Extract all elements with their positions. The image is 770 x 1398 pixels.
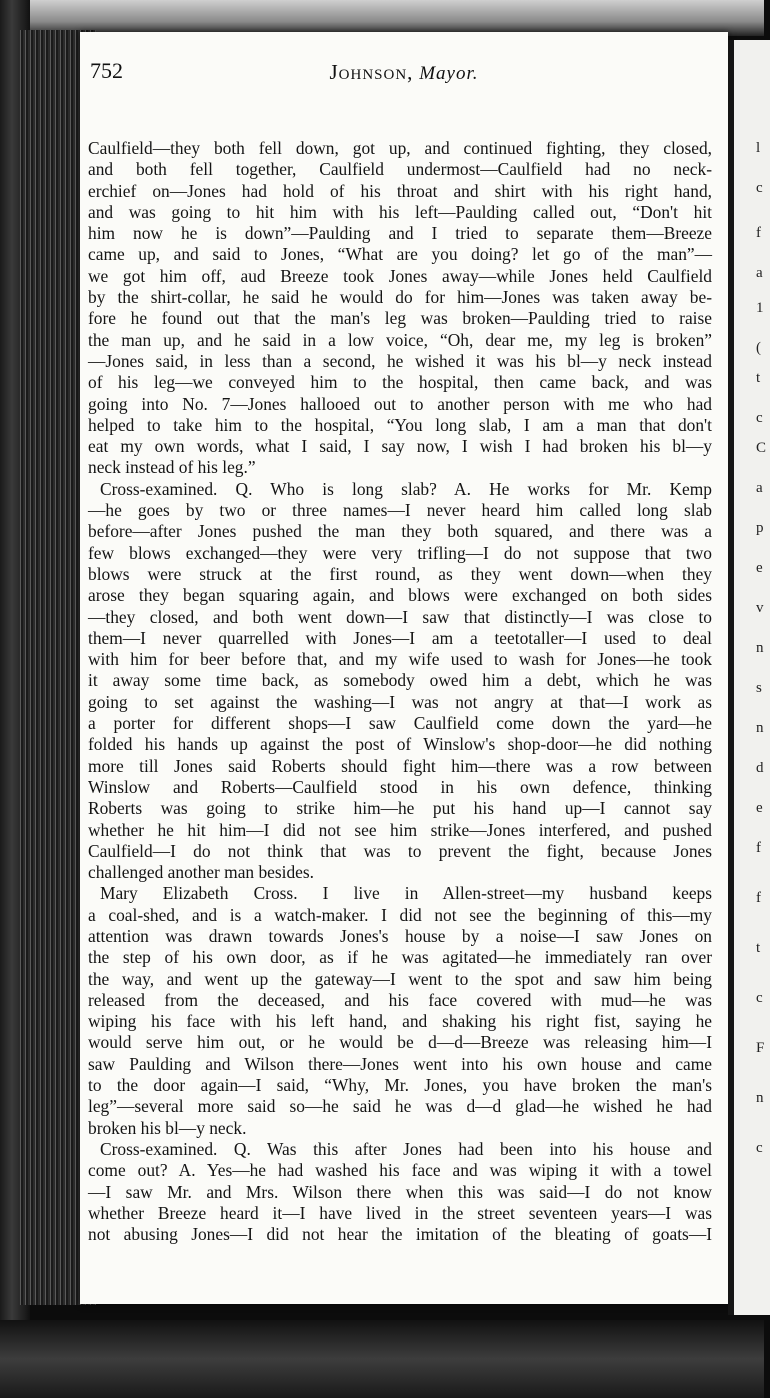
text-line: a porter for different shops—I saw Caulfield come down the yard—he	[88, 713, 712, 734]
text-line: the way, and went up the gateway—I went to the spot and saw him being	[88, 968, 712, 989]
text-line: to the door again—I said, “Why, Mr. Jones, you have broken the man's	[88, 1075, 712, 1096]
text-line: Caulfield—they both fell down, got up, and continued fighting, they closed,	[88, 138, 712, 158]
facing-page-glyph: c	[756, 1140, 763, 1156]
scan-bottom-edge	[0, 1320, 764, 1398]
facing-page-glyph: a	[756, 480, 763, 496]
text-line: him now he is down”—Paulding and I tried to separate them—Breeze	[88, 223, 712, 244]
facing-page-strip	[728, 40, 770, 1315]
text-line: challenged another man besides.	[88, 862, 314, 883]
text-line: folded his hands up against the post of Winslow's shop-door—he did nothing	[88, 734, 712, 755]
text-line: saw Paulding and Wilson there—Jones went into his own house and came	[88, 1053, 712, 1074]
text-line: of his leg—we conveyed him to the hospital, then came back, and was	[88, 372, 712, 393]
text-line: it away some time back, as somebody owed him a debt, which he was	[88, 670, 712, 691]
text-line: by the shirt-collar, he said he would do for him—Jones was taken away be-	[88, 287, 712, 308]
facing-page-glyph: d	[756, 760, 764, 776]
text-line: the step of his own door, as if he was agitated—he immediately ran over	[88, 947, 712, 968]
facing-page-glyph: t	[756, 940, 761, 956]
text-line: with him for beer before that, and my wife used to wash for Jones—he took	[88, 649, 712, 670]
text-line: them—I never quarrelled with Jones—I am a teetotaller—I used to deal	[88, 627, 712, 648]
text-line: fore he found out that the man's leg was broken—Paulding tried to raise	[88, 308, 712, 329]
text-line: helped to take him to the hospital, “You long slab, I am a man that don't	[88, 414, 712, 435]
text-line: and both fell together, Caulfield undermost—Caulfield had no neck-	[88, 159, 712, 180]
text-line: arose they began squaring again, and blows were exchanged on both sides	[88, 585, 712, 606]
facing-page-glyph: (	[756, 340, 761, 356]
text-line: —Jones said, in less than a second, he wished it was his bl—y neck instead	[88, 350, 712, 371]
text-line: come out? A. Yes—he had washed his face and was wiping it with a towel	[88, 1160, 712, 1181]
facing-page-glyph: a	[756, 265, 763, 281]
text-line: the man up, and he said in a low voice, “Oh, dear me, my leg is broken”	[88, 329, 712, 350]
text-line: more till Jones said Roberts should fight him—there was a row between	[88, 755, 712, 776]
facing-page-glyph: f	[756, 225, 761, 241]
facing-page-glyph: n	[756, 720, 764, 736]
text-line: blows were struck at the first round, as they went down—when they	[88, 563, 712, 584]
text-line: Cross-examined. Q. Who is long slab? A. He works for Mr. Kemp	[100, 478, 712, 499]
facing-page-glyph: f	[756, 890, 761, 906]
facing-page-glyph: s	[756, 680, 762, 696]
text-line: not abusing Jones—I did not hear the imitation of the bleating of goats—I	[88, 1224, 712, 1245]
text-line: attention was drawn towards Jones's house by a noise—I saw Jones on	[88, 925, 712, 946]
facing-page-glyph: p	[756, 520, 764, 536]
facing-page-glyph: e	[756, 560, 763, 576]
text-line: whether he hit him—I did not see him strike—Jones interfered, and pushed	[88, 819, 712, 840]
text-line: Mary Elizabeth Cross. I live in Allen-street—my husband keeps	[100, 883, 712, 904]
text-line: —they closed, and both went down—I saw that distinctly—I was close to	[88, 606, 712, 627]
text-line: Caulfield—I do not think that was to prevent the fight, because Jones	[88, 840, 712, 861]
facing-page-glyph: c	[756, 410, 763, 426]
text-line: —I saw Mr. and Mrs. Wilson there when this was said—I do not know	[88, 1181, 712, 1202]
scan-top-edge	[0, 0, 764, 36]
text-line: broken his bl—y neck.	[88, 1117, 247, 1138]
page-header	[90, 58, 718, 86]
facing-page-glyph: e	[756, 800, 763, 816]
text-line: Winslow and Roberts—Caulfield stood in his own defence, thinking	[88, 776, 712, 797]
text-line: Cross-examined. Q. Was this after Jones had been into his house and	[100, 1138, 712, 1159]
running-head	[90, 60, 718, 85]
facing-page-glyph: n	[756, 1090, 764, 1106]
facing-page-glyph: n	[756, 640, 764, 656]
text-line: few blows exchanged—they were very trifling—I do not suppose that two	[88, 542, 712, 563]
text-line: whether Breeze heard it—I have lived in the street seventeen years—I was	[88, 1202, 712, 1223]
running-head-title: Mayor.	[419, 63, 479, 84]
text-line: came up, and said to Jones, “What are you doing? let go of the man”—	[88, 244, 712, 265]
facing-page-glyph: f	[756, 840, 761, 856]
text-line: going into No. 7—Jones hallooed out to another person with me who had	[88, 393, 712, 414]
facing-page-glyph: t	[756, 370, 761, 386]
text-line: erchief on—Jones had hold of his throat and shirt with his right hand,	[88, 180, 712, 201]
body-text	[88, 138, 712, 1245]
text-line: leg”—several more said so—he said he was d—d glad—he wished he had	[88, 1096, 712, 1117]
text-line: going to set against the washing—I was not angry at that—I work as	[88, 691, 712, 712]
running-head-name: Johnson,	[329, 60, 414, 84]
text-line: would serve him out, or he would be d—d—Breeze was releasing him—I	[88, 1032, 712, 1053]
text-line: we got him off, aud Breeze took Jones away—while Jones held Caulfield	[88, 265, 712, 286]
facing-page-glyph: c	[756, 180, 763, 196]
facing-page-glyph: F	[756, 1040, 765, 1056]
facing-page-glyph: C	[756, 440, 767, 456]
text-line: neck instead of his leg.”	[88, 457, 256, 478]
text-line: and was going to hit him with his left—Paulding called out, “Don't hit	[88, 201, 712, 222]
page-number: 752	[90, 58, 123, 83]
text-line: eat my own words, what I said, I say now, I wish I had broken his bl—y	[88, 436, 712, 457]
facing-page-glyph: v	[756, 600, 764, 616]
text-line: wiping his face with his left hand, and shaking his right fist, saying he	[88, 1011, 712, 1032]
text-line: —he goes by two or three names—I never heard him called long slab	[88, 500, 712, 521]
facing-page-glyph: l	[756, 140, 761, 156]
text-line: released from the deceased, and his face covered with mud—he was	[88, 989, 712, 1010]
text-line: before—after Jones pushed the man they both squared, and there was a	[88, 521, 712, 542]
text-line: Roberts was going to strike him—he put his hand up—I cannot say	[88, 798, 712, 819]
text-line: a coal-shed, and is a watch-maker. I did not see the beginning of this—my	[88, 904, 712, 925]
facing-page-glyph: c	[756, 990, 763, 1006]
facing-page-glyph: 1	[756, 300, 764, 316]
